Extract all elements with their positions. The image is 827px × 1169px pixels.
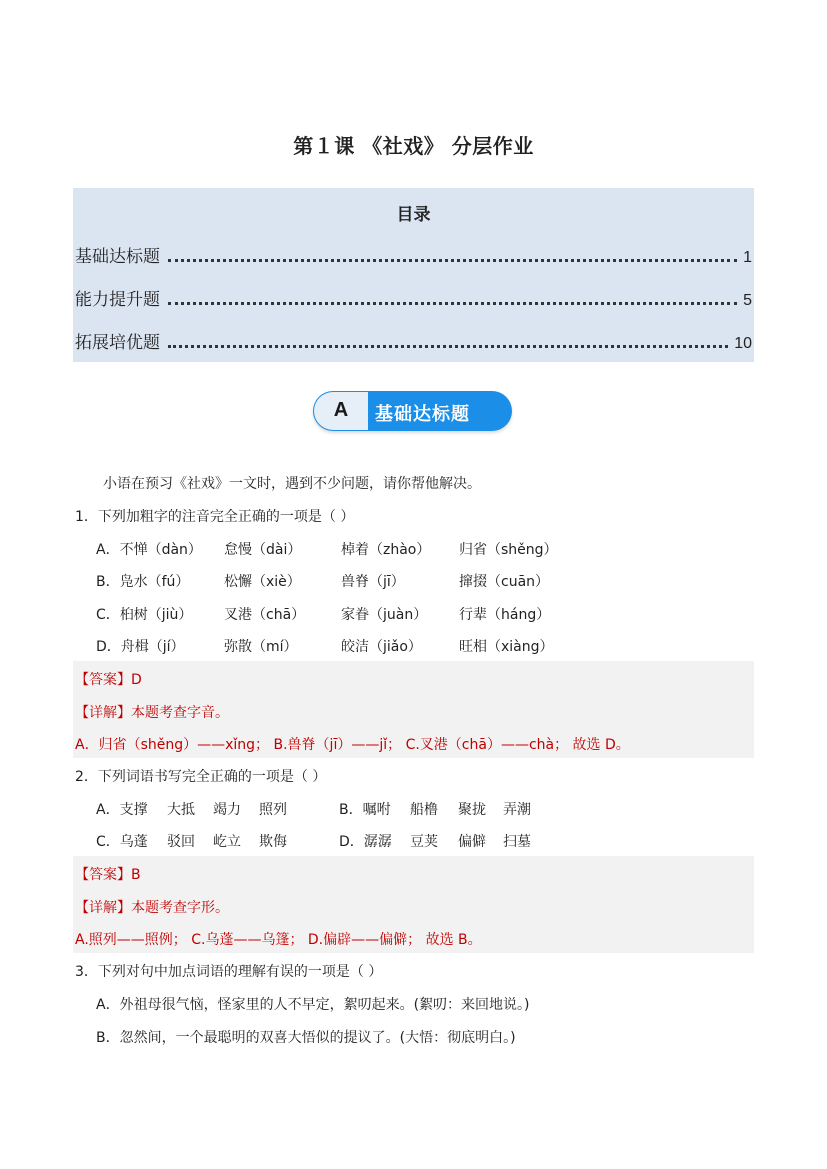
q1-option-c-2: 叉港（chā） [224,607,306,623]
q1-option-c-1: C．桕树（jiù） [96,607,193,623]
q1-option-a-1: A．不惮（dàn） [96,542,202,558]
q2-option-a-3: 竭力 [213,802,241,818]
q1-option-d-1: D．舟楫（jí） [96,639,185,655]
section-badge-label: 基础达标题 [375,404,470,425]
toc-entry-page: 1 [743,249,752,266]
q2-option-a-4: 照列 [259,802,287,818]
q1-option-d-3: 皎洁（jiǎo） [341,639,422,655]
q2-option-b-1: B．嘱咐 [339,802,391,818]
q1-explanation: A．归省（shěng）——xǐng； B.兽脊（jī）——jǐ； C.叉港（chā）——chà； 故选 D。 [75,737,630,753]
q2-option-a-1: A．支撑 [96,802,148,818]
q1-option-b-2: 松懈（xiè） [224,574,301,590]
toc-entry-label: 拓展培优题 [75,333,160,353]
q2-option-d-1: D．潺潺 [339,834,392,850]
q2-option-c-1: C．乌蓬 [96,834,148,850]
q1-option-b-3: 兽脊（jī） [341,574,405,590]
toc-heading: 目录 [396,205,431,225]
q2-option-c-3: 屹立 [213,834,241,850]
table-of-contents [73,188,754,362]
q1-option-c-4: 行辈（háng） [459,607,551,623]
q1-option-b-1: B．凫水（fú） [96,574,190,590]
q2-option-b-3: 聚拢 [458,802,486,818]
toc-entry[interactable] [75,329,752,353]
toc-entry-label: 能力提升题 [75,290,160,310]
q2-option-c-4: 欺侮 [259,834,287,850]
intro-text: 小语在预习《社戏》一文时，遇到不少问题，请你帮他解决。 [103,476,481,492]
q2-option-d-2: 豆荚 [410,834,438,850]
q3-option-b: B．忽然间，一个最聪明的双喜大悟似的提议了。(大悟：彻底明白。) [96,1030,516,1046]
toc-entry-label: 基础达标题 [75,247,160,267]
question-1-stem: 1．下列加粗字的注音完全正确的一项是（ ） [75,509,355,525]
q3-option-a: A．外祖母很气恼，怪家里的人不早定，絮叨起来。(絮叨：来回地说。) [96,997,530,1013]
q1-option-a-4: 归省（shěng） [459,542,558,558]
toc-entry[interactable] [75,243,752,267]
section-badge-letter-box [314,392,368,430]
q2-explanation: A.照列——照例； C.乌蓬——乌篷； D.偏辟——偏僻； 故选 B。 [75,932,482,948]
q2-detail: 【详解】本题考查字形。 [75,900,229,916]
q2-answer-box [73,856,754,953]
q1-option-c-3: 家眷（juàn） [341,607,428,623]
q1-answer-box [73,661,754,758]
q2-option-a-2: 大抵 [167,802,195,818]
q1-option-d-4: 旺相（xiàng） [459,639,554,655]
q2-option-d-3: 偏僻 [458,834,486,850]
toc-leader-dots [168,259,737,262]
section-badge-letter: A [333,399,349,421]
q2-answer: 【答案】B [75,867,141,883]
q1-option-b-4: 撺掇（cuān） [459,574,550,590]
question-3-stem: 3．下列对句中加点词语的理解有误的一项是（ ） [75,964,383,980]
q1-option-d-2: 弥散（mí） [224,639,298,655]
q2-option-b-4: 弄潮 [503,802,531,818]
toc-entry[interactable] [75,286,752,310]
page-title: 第１课 《社戏》 分层作业 [293,134,534,158]
q1-answer: 【答案】D [75,672,142,688]
q2-option-c-2: 驳回 [167,834,195,850]
toc-leader-dots [168,302,737,305]
toc-entry-page: 10 [734,335,752,352]
q1-option-a-2: 怠慢（dài） [224,542,302,558]
q2-option-b-2: 船橹 [410,802,438,818]
q2-option-d-4: 扫墓 [503,834,531,850]
section-badge [313,391,512,431]
q1-option-a-3: 棹着（zhào） [341,542,431,558]
toc-entry-page: 5 [743,292,752,309]
q1-detail: 【详解】本题考查字音。 [75,705,229,721]
question-2-stem: 2．下列词语书写完全正确的一项是（ ） [75,769,327,785]
toc-leader-dots [168,345,728,348]
